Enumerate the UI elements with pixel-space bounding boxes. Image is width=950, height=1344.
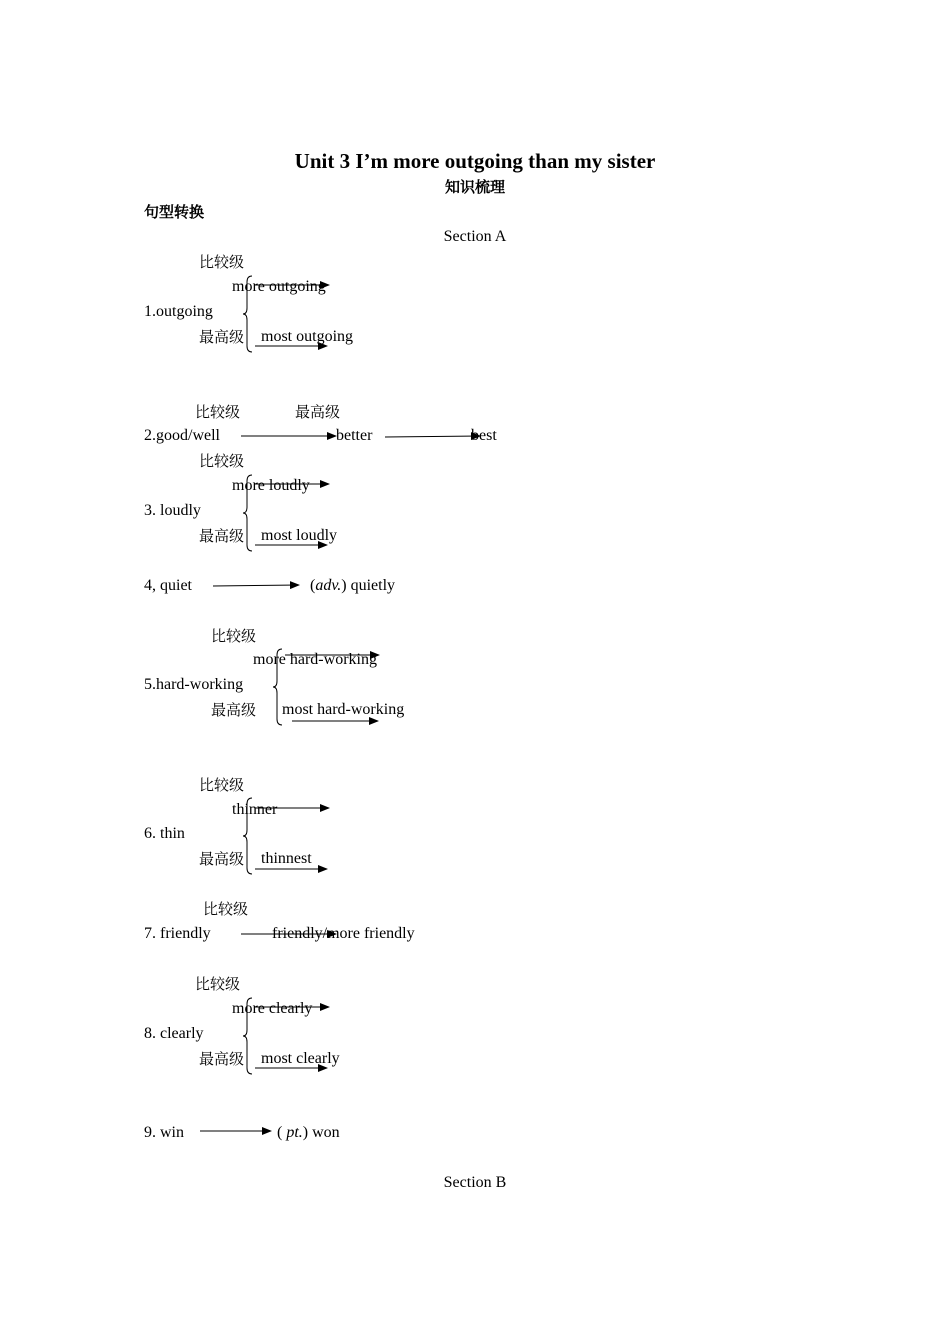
comparative-label: 比较级 [199,253,245,271]
item-1-word: 1.outgoing [144,303,213,320]
document-subtitle: 知识梳理 [444,178,505,196]
item-6-comparative: thinner [232,801,278,818]
arrow [213,585,299,586]
item-8-word: 8. clearly [144,1025,204,1042]
superlative-label: 最高级 [199,527,245,545]
superlative-label: 最高级 [211,701,257,719]
item-4-word: 4, quiet [144,577,192,594]
section-a-heading: Section A [443,228,507,245]
item-5-superlative: most hard-working [282,701,405,718]
item-5-word: 5.hard-working [144,676,244,693]
arrow [385,436,480,437]
item-3-superlative: most loudly [261,527,338,544]
comparative-label: 比较级 [211,627,257,645]
document-title: Unit 3 I’m more outgoing than my sister [294,149,656,173]
superlative-label: 最高级 [199,328,245,346]
section-heading: 句型转换 [144,203,205,221]
item-6-superlative: thinnest [261,850,312,867]
item-2-word: 2.good/well [144,427,220,444]
item-4-result-word: quietly [350,577,396,594]
item-9-result: ( pt.) won [277,1124,340,1141]
item-9-result-word: won [312,1124,340,1141]
superlative-label: 最高级 [295,403,341,421]
item-2-comparative: better [336,427,373,444]
item-1-superlative: most outgoing [261,328,354,345]
comparative-label: 比较级 [195,975,241,993]
item-8-superlative: most clearly [261,1050,340,1067]
item-2-superlative: best [471,427,497,444]
item-3-comparative: more loudly [232,477,310,494]
item-7-comparative: friendly/more friendly [272,925,415,942]
superlative-label: 最高级 [199,1050,245,1068]
comparative-label: 比较级 [199,452,245,470]
item-6-word: 6. thin [144,825,185,842]
comparative-label: 比较级 [199,776,245,794]
part-of-speech: adv. [315,577,342,594]
item-8-comparative: more clearly [232,1000,313,1017]
superlative-label: 最高级 [199,850,245,868]
comparative-label: 比较级 [203,900,249,918]
item-3-word: 3. loudly [144,502,201,519]
item-4-result: (adv.) quietly [310,577,396,594]
item-5-comparative: more hard-working [253,651,377,668]
section-b-heading: Section B [443,1174,507,1191]
item-1-comparative: more outgoing [232,278,326,295]
part-of-speech: pt. [286,1124,303,1141]
item-9-word: 9. win [144,1124,184,1141]
item-7-word: 7. friendly [144,925,211,942]
comparative-label: 比较级 [195,403,241,421]
